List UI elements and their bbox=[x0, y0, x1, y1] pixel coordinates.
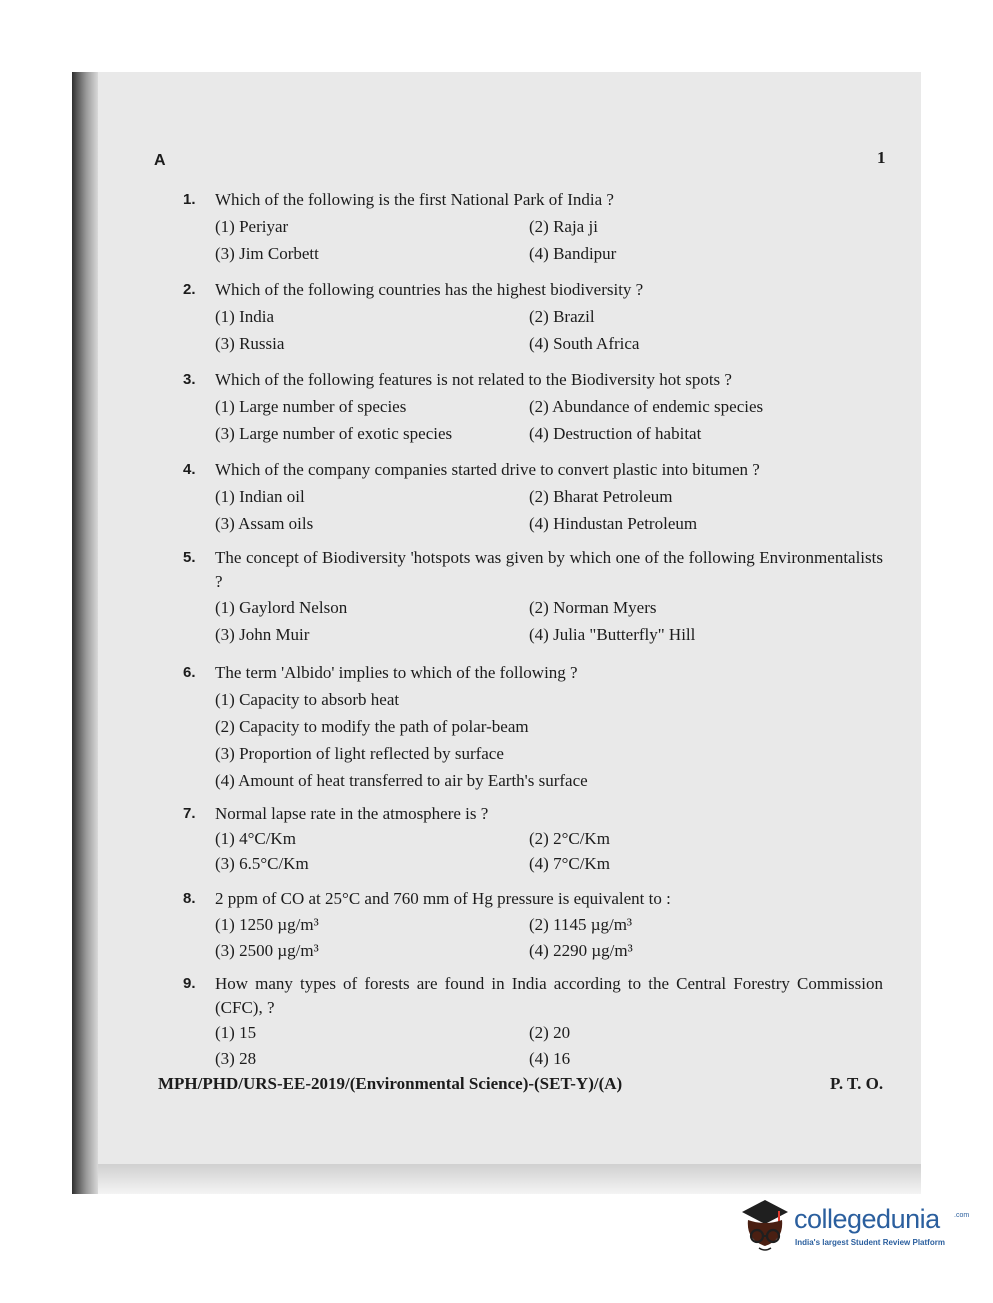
question-text: Normal lapse rate in the atmosphere is ? bbox=[215, 804, 489, 823]
question-text: Which of the company companies started drive to convert plastic into bitumen ? bbox=[215, 460, 760, 479]
options bbox=[215, 826, 883, 876]
option-1: (1) India bbox=[215, 307, 275, 326]
question-9 bbox=[183, 972, 883, 1072]
option-4: (4) 7°C/Km bbox=[529, 854, 610, 873]
option-3: (3) John Muir bbox=[215, 625, 310, 644]
paper-code: MPH/PHD/URS-EE-2019/(Environmental Science)-(SET-Y)/(A) bbox=[158, 1074, 623, 1093]
option-1: (1) 15 bbox=[215, 1023, 257, 1042]
option-4: (4) Amount of heat transferred to air by Earth's surface bbox=[215, 771, 588, 790]
sheet-edge bbox=[98, 1164, 921, 1194]
options bbox=[215, 912, 883, 964]
brand-watermark bbox=[738, 1196, 968, 1262]
question-7 bbox=[183, 801, 883, 876]
option-1: (1) 4°C/Km bbox=[215, 829, 296, 848]
question-text: Which of the following countries has the highest biodiversity ? bbox=[215, 280, 644, 299]
option-4: (4) Bandipur bbox=[529, 244, 617, 263]
question-5 bbox=[183, 546, 883, 648]
question-text: 2 ppm of CO at 25°C and 760 mm of Hg pressure is equivalent to : bbox=[215, 889, 671, 908]
question-8 bbox=[183, 886, 883, 964]
options bbox=[215, 686, 883, 794]
option-3: (3) 28 bbox=[215, 1049, 257, 1068]
option-3: (3) Russia bbox=[215, 334, 285, 353]
question-number: 1. bbox=[183, 191, 196, 208]
question-number: 8. bbox=[183, 890, 196, 907]
options bbox=[215, 303, 883, 357]
option-3: (3) Assam oils bbox=[215, 514, 314, 533]
question-number: 2. bbox=[183, 281, 196, 298]
option-2: (2) Brazil bbox=[529, 307, 595, 326]
brand-name: collegedunia bbox=[794, 1204, 940, 1234]
mascot-logo-icon bbox=[738, 1196, 792, 1254]
question-number: 9. bbox=[183, 975, 196, 992]
question-number: 6. bbox=[183, 664, 196, 681]
question-6 bbox=[183, 659, 883, 794]
options bbox=[215, 483, 883, 537]
option-1: (1) Capacity to absorb heat bbox=[215, 690, 400, 709]
question-text: Which of the following is the first National Park of India ? bbox=[215, 190, 614, 209]
option-3: (3) 6.5°C/Km bbox=[215, 854, 309, 873]
options bbox=[215, 594, 883, 648]
question-3 bbox=[183, 366, 883, 447]
option-2: (2) 2°C/Km bbox=[529, 829, 610, 848]
option-3: (3) Proportion of light reflected by surface bbox=[215, 744, 504, 763]
question-text: The term 'Albido' implies to which of the following ? bbox=[215, 663, 578, 682]
option-1: (1) Periyar bbox=[215, 217, 289, 236]
question-number: 5. bbox=[183, 549, 196, 566]
question-1 bbox=[183, 186, 883, 267]
question-text: Which of the following features is not related to the Biodiversity hot spots ? bbox=[215, 370, 732, 389]
question-number: 3. bbox=[183, 371, 196, 388]
option-3: (3) Large number of exotic species bbox=[215, 424, 453, 443]
option-3: (3) Jim Corbett bbox=[215, 244, 319, 263]
option-4: (4) Hindustan Petroleum bbox=[529, 514, 698, 533]
question-4 bbox=[183, 456, 883, 537]
option-1: (1) Indian oil bbox=[215, 487, 305, 506]
option-2: (2) 1145 µg/m³ bbox=[529, 915, 633, 934]
question-text: The concept of Biodiversity 'hotspots was given by which one of the following Environmentalists ? bbox=[215, 548, 883, 591]
option-1: (1) 1250 µg/m³ bbox=[215, 915, 319, 934]
option-2: (2) Raja ji bbox=[529, 217, 598, 236]
options bbox=[215, 213, 883, 267]
question-number: 4. bbox=[183, 461, 196, 478]
option-4: (4) 16 bbox=[529, 1049, 571, 1068]
option-4: (4) South Africa bbox=[529, 334, 640, 353]
option-2: (2) Bharat Petroleum bbox=[529, 487, 673, 506]
question-text: How many types of forests are found in India according to the Central Forestry Commission (CFC), ? bbox=[215, 974, 883, 1017]
brand-tagline: India's largest Student Review Platform bbox=[795, 1238, 945, 1247]
option-3: (3) 2500 µg/m³ bbox=[215, 941, 319, 960]
brand-domain: .com bbox=[954, 1212, 970, 1219]
option-2: (2) Norman Myers bbox=[529, 598, 657, 617]
option-2: (2) 20 bbox=[529, 1023, 571, 1042]
option-4: (4) Destruction of habitat bbox=[529, 424, 702, 443]
option-2: (2) Capacity to modify the path of polar-beam bbox=[215, 717, 529, 736]
option-2: (2) Abundance of endemic species bbox=[529, 397, 764, 416]
series-label: A bbox=[154, 152, 166, 169]
pto-label: P. T. O. bbox=[830, 1074, 884, 1093]
question-number: 7. bbox=[183, 805, 196, 822]
options bbox=[215, 1020, 883, 1072]
options bbox=[215, 393, 883, 447]
question-2 bbox=[183, 276, 883, 357]
option-4: (4) 2290 µg/m³ bbox=[529, 941, 633, 960]
scan-shadow bbox=[72, 72, 98, 1194]
option-1: (1) Large number of species bbox=[215, 397, 407, 416]
option-4: (4) Julia "Butterfly" Hill bbox=[529, 625, 696, 644]
page-number: 1 bbox=[877, 148, 886, 167]
option-1: (1) Gaylord Nelson bbox=[215, 598, 348, 617]
